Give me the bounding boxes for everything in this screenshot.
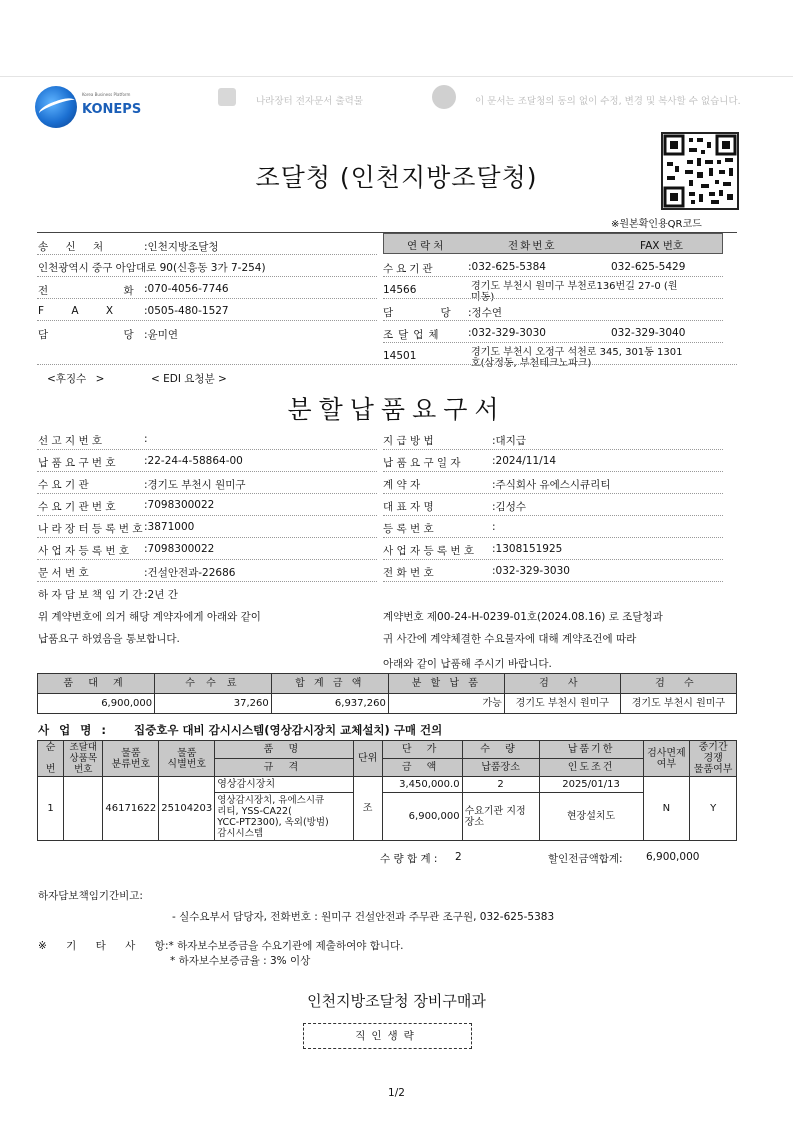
hdr-qty: 수 량 bbox=[462, 741, 539, 759]
row-cat: 46171622 bbox=[103, 777, 159, 841]
field-left-value: :경기도 부천시 원미구 bbox=[144, 479, 246, 491]
field-right-label: 계 약 자 bbox=[383, 479, 421, 491]
summary-hdr-goods: 품 대 계 bbox=[38, 674, 155, 694]
demand-fax: 032-625-5429 bbox=[611, 261, 686, 273]
remarks-label: 하자담보책임기간비고: bbox=[38, 890, 143, 902]
field-right-label: 납 품 요 구 일 자 bbox=[383, 457, 461, 469]
supplier-addr1: 경기도 부천시 오정구 석천로 345, 301동 1301 bbox=[471, 347, 683, 358]
dotted-divider bbox=[383, 471, 723, 472]
demand-tel: 032-625-5384 bbox=[471, 261, 546, 273]
issuer-title: 조달청 (인천지방조달청) bbox=[255, 163, 538, 192]
demand-addr2: 미동) bbox=[471, 292, 495, 303]
row-place: 수요기관 지정 장소 bbox=[462, 793, 539, 841]
summary-goods: 6,900,000 bbox=[38, 694, 155, 714]
field-left-label: 납 품 요 구 번 호 bbox=[38, 457, 116, 469]
amount-total-label: 할인전금액합계: bbox=[548, 853, 623, 865]
field-left-label: 수 요 기 관 bbox=[38, 479, 89, 491]
field-right-value: : bbox=[492, 521, 496, 533]
hdr-cat: 물품 분류번호 bbox=[103, 741, 159, 777]
logo-text: KONEPS bbox=[82, 102, 142, 117]
fax-hdr: FAX 번호 bbox=[640, 240, 684, 252]
fax-value: 0505-480-1527 bbox=[147, 305, 229, 317]
field-left-value: :7098300022 bbox=[144, 499, 215, 511]
remarks-text: - 실수요부서 담당자, 전화번호 : 원미구 건설안전과 주무관 조구원, 032-625-5383 bbox=[172, 911, 555, 923]
dotted-divider bbox=[383, 537, 723, 538]
supplier-zip: 14501 bbox=[383, 350, 417, 362]
project-label: 사 업 명 : bbox=[38, 723, 106, 737]
items-table bbox=[37, 740, 737, 841]
row-id: 25104203 bbox=[159, 777, 215, 841]
hdr-spec: 규 격 bbox=[215, 759, 353, 777]
field-left-value: :2년 간 bbox=[144, 589, 178, 601]
row-unit: 조 bbox=[353, 777, 382, 841]
demand-addr1: 경기도 부천시 원미구 부천로136번길 27-0 (원 bbox=[471, 281, 678, 292]
sender-value: 인천지방조달청 bbox=[147, 241, 219, 253]
hdr-place: 납품장소 bbox=[462, 759, 539, 777]
demand-person: 정수연 bbox=[471, 307, 502, 319]
field-right-value: :2024/11/14 bbox=[492, 455, 557, 467]
field-right-label: 전 화 번 호 bbox=[383, 567, 434, 579]
receipt-tag: <후징수 > bbox=[47, 373, 105, 385]
field-right-label: 등 록 번 호 bbox=[383, 523, 434, 535]
dotted-divider bbox=[37, 254, 377, 255]
sender-address: 인천광역시 중구 아암대로 90(신흥동 3가 7-254) bbox=[38, 262, 266, 274]
row-spec: 영상감시장치, 유에스시큐 리티, YSS-CA22( YCC-PT2300), 옥외(방범) 감시시스템 bbox=[215, 793, 353, 841]
dotted-divider bbox=[37, 276, 377, 277]
hdr-amount: 금 액 bbox=[382, 759, 462, 777]
notice-right-1: 계약번호 제00-24-H-0239-01호(2024.08.16) 로 조달청과 bbox=[383, 611, 663, 623]
dotted-divider bbox=[37, 537, 377, 538]
document-icon bbox=[218, 88, 236, 106]
dotted-divider bbox=[383, 515, 723, 516]
summary-inspect: 경기도 부천시 원미구 bbox=[504, 694, 620, 714]
supplier-fax: 032-329-3040 bbox=[611, 327, 686, 339]
qty-total: 2 bbox=[455, 851, 462, 863]
dotted-divider bbox=[37, 471, 377, 472]
row-class bbox=[64, 777, 103, 841]
field-left-value: :7098300022 bbox=[144, 543, 215, 555]
notice-left-1: 위 계약번호에 의거 해당 계약자에게 아래와 같이 bbox=[38, 611, 261, 623]
fax-label: F A X bbox=[38, 305, 114, 317]
field-left-value: :건설안전과-22686 bbox=[144, 567, 236, 579]
amount-total: 6,900,000 bbox=[646, 851, 700, 863]
person-label: 담 당 bbox=[38, 329, 134, 341]
summary-hdr-split: 분 할 납 품 bbox=[388, 674, 504, 694]
contact-hdr: 연락처 bbox=[407, 240, 447, 252]
field-left-value: :3871000 bbox=[144, 521, 195, 533]
document-title: 분할납품요구서 bbox=[287, 395, 506, 424]
notice-right-2: 귀 사간에 계약체결한 수요물자에 대해 계약조건에 따라 bbox=[383, 633, 637, 645]
field-left-label: 사 업 자 등 록 번 호 bbox=[38, 545, 130, 557]
summary-hdr-total: 합 계 금 액 bbox=[271, 674, 388, 694]
dotted-divider bbox=[37, 559, 377, 560]
row-amount: 6,900,000 bbox=[382, 793, 462, 841]
summary-hdr-inspect: 검 사 bbox=[504, 674, 620, 694]
supplier-label: 조달업체 bbox=[383, 329, 444, 341]
field-right-value: :대지급 bbox=[492, 435, 526, 447]
tel-value: 070-4056-7746 bbox=[147, 283, 229, 295]
field-right-label: 지 급 방 법 bbox=[383, 435, 434, 447]
hdr-no: 순 번 bbox=[38, 741, 64, 777]
tel-label: 전 화 bbox=[38, 285, 134, 297]
summary-fee: 37,260 bbox=[155, 694, 272, 714]
row-cond: 현장설치도 bbox=[539, 793, 643, 841]
field-left-label: 수 요 기 관 번 호 bbox=[38, 501, 116, 513]
dotted-divider bbox=[383, 581, 723, 582]
footer-dept: 인천지방조달청 장비구매과 bbox=[307, 992, 486, 1010]
field-right-value: :주식회사 유에스시큐리티 bbox=[492, 479, 611, 491]
row-due: 2025/01/13 bbox=[539, 777, 643, 793]
printer-icon bbox=[432, 85, 456, 109]
person-value: 윤미연 bbox=[147, 329, 178, 341]
edi-tag: < EDI 요청분 > bbox=[151, 373, 227, 385]
dotted-divider bbox=[37, 493, 377, 494]
dotted-divider bbox=[383, 449, 723, 450]
hdr-unit: 단위 bbox=[353, 741, 382, 777]
dotted-divider bbox=[383, 493, 723, 494]
summary-table bbox=[37, 673, 737, 714]
notice-left-2: 납품요구 하였음을 통보합니다. bbox=[38, 633, 180, 645]
logo-small-text: Korea Business Platform bbox=[82, 92, 131, 97]
hdr-insp: 검사면제 여부 bbox=[643, 741, 690, 777]
hdr-mid: 중기간 경쟁 물품여부 bbox=[690, 741, 737, 777]
demand-label: 수요기관 bbox=[383, 263, 436, 275]
dotted-divider bbox=[37, 581, 377, 582]
notice-right-3: 아래와 같이 납품해 주시기 바랍니다. bbox=[383, 658, 552, 670]
field-right-label: 사 업 자 등 록 번 호 bbox=[383, 545, 475, 557]
dotted-divider bbox=[383, 298, 723, 299]
etc-label: ※ 기 타 사 항 bbox=[38, 940, 165, 952]
hdr-due: 납품기한 bbox=[539, 741, 643, 759]
supplier-addr2: 호(삼정동, 부천테크노파크) bbox=[471, 358, 592, 369]
summary-hdr-fee: 수 수 료 bbox=[155, 674, 272, 694]
demand-zip: 14566 bbox=[383, 284, 417, 296]
hdr-id: 물품 식별번호 bbox=[159, 741, 215, 777]
sender-label: 송 신 처 bbox=[38, 241, 104, 253]
row-name: 영상감시장치 bbox=[215, 777, 353, 793]
field-right-value: :김성수 bbox=[492, 501, 526, 513]
dotted-divider bbox=[37, 515, 377, 516]
dotted-divider bbox=[37, 364, 737, 365]
tel-hdr: 전화번호 bbox=[508, 240, 557, 252]
field-right-value: :1308151925 bbox=[492, 543, 563, 555]
summary-hdr-accept: 검 수 bbox=[620, 674, 736, 694]
dotted-divider bbox=[37, 449, 377, 450]
project-name: 집중호우 대비 감시시스템(영상감시장치 교체설치) 구매 건의 bbox=[134, 723, 443, 737]
dotted-divider bbox=[383, 320, 723, 321]
field-left-label: 하 자 담 보 책 임 기 간 bbox=[38, 589, 143, 601]
dotted-divider bbox=[37, 320, 377, 321]
summary-accept: 경기도 부천시 원미구 bbox=[620, 694, 736, 714]
seal-omitted-box: 직인생략 bbox=[303, 1023, 472, 1049]
banner-left-text: 나라장터 전자문서 출력물 bbox=[256, 96, 363, 107]
field-left-label: 선 고 지 번 호 bbox=[38, 435, 103, 447]
page-number: 1/2 bbox=[388, 1087, 405, 1099]
etc-line2: * 하자보수보증금율 : 3% 이상 bbox=[170, 955, 311, 967]
field-left-label: 문 서 번 호 bbox=[38, 567, 89, 579]
demand-person-label: 담 당 bbox=[383, 307, 451, 319]
dotted-divider bbox=[383, 559, 723, 560]
banner-right-text: 이 문서는 조달청의 동의 없이 수정, 변경 및 복사할 수 없습니다. bbox=[475, 96, 741, 107]
field-right-label: 대 표 자 명 bbox=[383, 501, 434, 513]
summary-total: 6,937,260 bbox=[271, 694, 388, 714]
row-insp: N bbox=[643, 777, 690, 841]
row-mid: Y bbox=[690, 777, 737, 841]
dotted-divider bbox=[37, 298, 377, 299]
etc-line1: * 하자보수보증금을 수요기관에 제출하여야 합니다. bbox=[168, 940, 404, 952]
qr-caption: ※원본확인용QR코드 bbox=[611, 219, 702, 230]
qty-total-label: 수 량 합 계 : bbox=[380, 853, 438, 865]
field-left-label: 나 라 장 터 등 록 번 호 bbox=[38, 523, 143, 535]
row-qty: 2 bbox=[462, 777, 539, 793]
hdr-name: 품 명 bbox=[215, 741, 353, 759]
hdr-price: 단 가 bbox=[382, 741, 462, 759]
hdr-cond: 인도조건 bbox=[539, 759, 643, 777]
summary-split: 가능 bbox=[388, 694, 504, 714]
row-no: 1 bbox=[38, 777, 64, 841]
field-left-value: :22-24-4-58864-00 bbox=[144, 455, 243, 467]
field-right-value: :032-329-3030 bbox=[492, 565, 570, 577]
hdr-class: 조달대 상품목 번호 bbox=[64, 741, 103, 777]
supplier-tel: 032-329-3030 bbox=[471, 327, 546, 339]
field-left-value: : bbox=[144, 433, 148, 445]
row-price: 3,450,000.0 bbox=[382, 777, 462, 793]
